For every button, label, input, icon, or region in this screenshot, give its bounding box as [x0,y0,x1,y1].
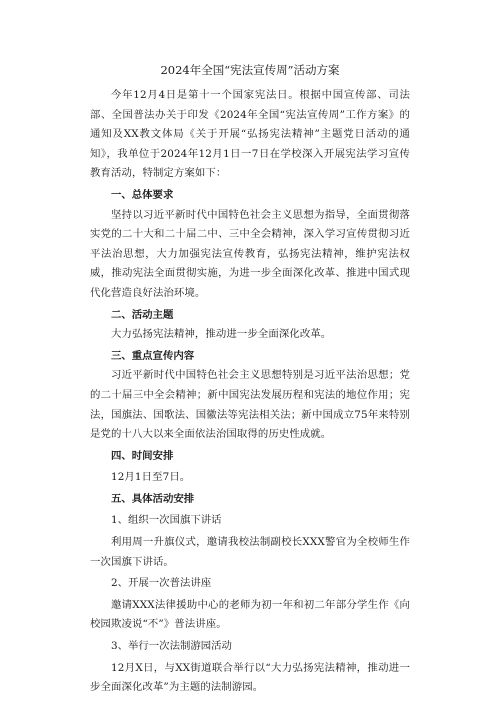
section-heading-activities: 五、具体活动安排 [111,492,195,505]
section-heading-requirements: 一、总体要求 [111,188,174,201]
section-body-requirements: 坚持以习近平新时代中国特色社会主义思想为指导，全面贯彻落实党的二十大和二十届二中、三中全会精神，深入学习宣传贯彻习近平法治思想，大力加强宪法宣传教育，弘扬宪法精神，维护宪法权威，推动宪法全面贯彻实施，为进一步全面深化改革、推进中国式现代化营造良好法治环境。 [90,208,410,299]
section-heading-content: 三、重点宣传内容 [111,349,195,362]
intro-paragraph: 今年12月4日是第十一个国家宪法日。根据中国宣传部、司法部、全国普法办关于印发《2024年全国“宪法宣传周”工作方案》的通知及XX教文体局《关于开展“弘扬宪法精神”主题党日活动的通知》，我单位于2024年12月1日一7日在学校深入开展宪法学习宣传教育活动，特制定方案如下： [90,89,410,180]
activity-title-garden-party: 3、举行一次法制游园活动 [111,640,232,653]
section-heading-schedule: 四、时间安排 [111,449,174,462]
activity-body-flag-speech: 利用周一升旗仪式，邀请我校法制副校长XXX警官为全校师生作一次国旗下讲话。 [90,536,410,568]
activity-body-lecture: 邀请XXX法律援助中心的老师为初一年和初二年部分学生作《向校园欺凌说“不”》普法讲座。 [90,598,410,631]
section-heading-theme: 二、活动主题 [111,308,174,321]
activity-body-garden-party: 12月X日，与XX街道联合举行以“大力弘扬宪法精神，推动进一步全面深化改革”为主题的法制游园。 [90,661,410,694]
activity-title-flag-speech: 1、组织一次国旗下讲话 [111,514,222,527]
section-body-content: 习近平新时代中国特色社会主义思想特别是习近平法治思想；党的二十届三中全会精神；新中国宪法发展历程和宪法的地位作用；宪法，国旗法、国歌法、国徽法等宪法相关法；新中国成立75年来特别是党的十八大以来全面依法治国取得的历史性成就。 [90,369,410,441]
activity-title-lecture: 2、开展一次普法讲座 [111,577,212,590]
document-title: 2024年全国“宪法宣传周”活动方案 [160,63,340,77]
section-body-theme: 大力弘扬宪法精神，推动进一步全面深化改革。 [111,328,332,341]
section-body-schedule: 12月1日至7日。 [111,471,191,484]
